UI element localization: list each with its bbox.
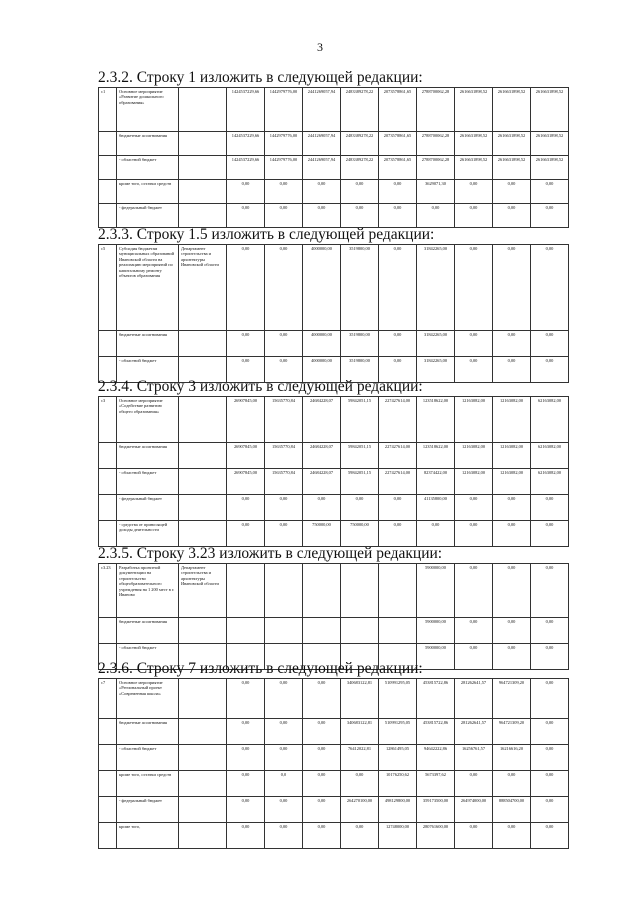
amount-cell: 76412022,81 <box>341 745 379 771</box>
budget-table <box>98 678 569 849</box>
row-name: кроме того, остатки средств <box>117 180 179 204</box>
table-row <box>99 823 569 849</box>
section-title: 2.3.6. Строку 7 изложить в следующей редакции: <box>98 660 423 677</box>
table-row <box>99 469 569 495</box>
amount-cell: 0,00 <box>303 745 341 771</box>
amount-cell: 0,00 <box>531 564 569 618</box>
amount-cell: 0,00 <box>493 618 531 644</box>
row-name: - областной бюджет <box>117 357 179 383</box>
amount-cell: 0,00 <box>493 180 531 204</box>
budget-table <box>98 87 569 228</box>
table-row <box>99 156 569 180</box>
amount-cell: 0,00 <box>531 245 569 331</box>
amount-cell: 0,00 <box>493 644 531 670</box>
row-executor <box>179 397 227 443</box>
table-row <box>99 397 569 443</box>
amount-cell: 1442979776,00 <box>265 88 303 132</box>
section-1 <box>98 69 568 228</box>
table-row <box>99 564 569 618</box>
amount-cell: 0,00 <box>341 823 379 849</box>
row-code <box>99 745 117 771</box>
amount-cell: 41135800,00 <box>417 495 455 521</box>
row-name: - областной бюджет <box>117 469 179 495</box>
amount-cell: 26907845,00 <box>227 397 265 443</box>
amount-cell: 0,00 <box>303 797 341 823</box>
row-executor <box>179 156 227 180</box>
amount-cell: 227427614,00 <box>379 469 417 495</box>
amount-cell <box>341 618 379 644</box>
row-code <box>99 469 117 495</box>
table-row <box>99 245 569 331</box>
amount-cell <box>265 564 303 618</box>
amount-cell: 2616631898,52 <box>455 156 493 180</box>
amount-cell: 2788700062,28 <box>417 132 455 156</box>
amount-cell: 0,00 <box>531 679 569 719</box>
row-executor <box>179 495 227 521</box>
amount-cell: 5900000,00 <box>417 644 455 670</box>
amount-cell: 2483389278,22 <box>341 132 379 156</box>
amount-cell: 0,00 <box>455 521 493 547</box>
row-executor <box>179 469 227 495</box>
row-name: Основное мероприятие «Развитие дошкольного образования» <box>117 88 179 132</box>
amount-cell: 0,00 <box>455 771 493 797</box>
amount-cell: 0,00 <box>417 521 455 547</box>
amount-cell: 359173500,00 <box>417 797 455 823</box>
row-name: бюджетные ассигнования <box>117 618 179 644</box>
row-name: бюджетные ассигнования <box>117 443 179 469</box>
amount-cell: 0,00 <box>265 495 303 521</box>
row-executor: Департамент строительства и архитектуры Ивановской области <box>179 564 227 618</box>
amount-cell: 227427614,00 <box>379 443 417 469</box>
amount-cell: 24684228,07 <box>303 469 341 495</box>
amount-cell: 2616631898,52 <box>493 156 531 180</box>
amount-cell: 453815722,86 <box>417 679 455 719</box>
table-row <box>99 797 569 823</box>
amount-cell: 2483389278,22 <box>341 88 379 132</box>
amount-cell: 1424537229,66 <box>227 132 265 156</box>
amount-cell: 16216616,20 <box>493 745 531 771</box>
amount-cell: 2616631898,52 <box>455 132 493 156</box>
amount-cell: 281262641,57 <box>455 719 493 745</box>
row-executor <box>179 745 227 771</box>
row-code <box>99 204 117 228</box>
amount-cell: 264270100,00 <box>341 797 379 823</box>
amount-cell: 0,00 <box>379 331 417 357</box>
amount-cell: 0,00 <box>455 180 493 204</box>
budget-table <box>98 563 569 670</box>
amount-cell <box>265 618 303 644</box>
section-title: 2.3.4. Строку 3 изложить в следующей редакции: <box>98 378 423 395</box>
row-name: кроме того, <box>117 823 179 849</box>
amount-cell: 0,00 <box>531 204 569 228</box>
amount-cell: 0,00 <box>265 204 303 228</box>
amount-cell: 1442979776,00 <box>265 132 303 156</box>
amount-cell: 12748000,00 <box>379 823 417 849</box>
row-executor <box>179 719 227 745</box>
amount-cell: 964721309,20 <box>493 679 531 719</box>
amount-cell: 0,00 <box>531 331 569 357</box>
budget-table <box>98 244 569 383</box>
amount-cell: 0,00 <box>265 679 303 719</box>
row-name: кроме того, остатки средств <box>117 771 179 797</box>
amount-cell: 0,00 <box>303 719 341 745</box>
row-name: бюджетные ассигнования <box>117 132 179 156</box>
amount-cell: 750000,00 <box>303 521 341 547</box>
amount-cell: 10176250,62 <box>379 771 417 797</box>
amount-cell: 26907845,00 <box>227 469 265 495</box>
row-code <box>99 521 117 547</box>
table-row <box>99 443 569 469</box>
amount-cell: 0,00 <box>265 823 303 849</box>
amount-cell: 0,00 <box>493 823 531 849</box>
amount-cell: 0,00 <box>265 245 303 331</box>
amount-cell: 0,00 <box>341 204 379 228</box>
amount-cell: 5673397,62 <box>417 771 455 797</box>
row-executor <box>179 679 227 719</box>
amount-cell: 0,00 <box>455 495 493 521</box>
amount-cell: 0,00 <box>227 204 265 228</box>
amount-cell: 12163082,00 <box>493 397 531 443</box>
amount-cell: 2441269057,94 <box>303 88 341 132</box>
amount-cell: 498129800,00 <box>379 797 417 823</box>
row-code: с3 <box>99 397 117 443</box>
amount-cell: 2073578861,65 <box>379 88 417 132</box>
page-number: 3 <box>317 40 323 54</box>
row-code <box>99 823 117 849</box>
amount-cell: 0,00 <box>265 357 303 383</box>
amount-cell: 750000,00 <box>341 521 379 547</box>
amount-cell: 0,00 <box>493 204 531 228</box>
amount-cell: 453815722,86 <box>417 719 455 745</box>
row-executor <box>179 771 227 797</box>
row-name: - федеральный бюджет <box>117 204 179 228</box>
amount-cell: 62163082,00 <box>531 469 569 495</box>
table-row <box>99 745 569 771</box>
table-row <box>99 204 569 228</box>
row-code: с1 <box>99 88 117 132</box>
amount-cell: 0,00 <box>531 771 569 797</box>
row-code: с3.23 <box>99 564 117 618</box>
row-name: - федеральный бюджет <box>117 495 179 521</box>
amount-cell: 2788700062,28 <box>417 156 455 180</box>
amount-cell: 2616631898,52 <box>531 156 569 180</box>
amount-cell: 0,00 <box>379 521 417 547</box>
amount-cell: 0,00 <box>265 331 303 357</box>
amount-cell: 0,00 <box>493 521 531 547</box>
amount-cell: 12163082,00 <box>455 397 493 443</box>
amount-cell: 0,00 <box>265 719 303 745</box>
row-name: Основное мероприятие «Региональный проект «Современная школа» <box>117 679 179 719</box>
amount-cell: 0,00 <box>493 771 531 797</box>
amount-cell <box>341 564 379 618</box>
row-executor <box>179 180 227 204</box>
amount-cell: 2441269057,94 <box>303 132 341 156</box>
section-4 <box>98 545 568 670</box>
amount-cell: 3519800,00 <box>341 357 379 383</box>
row-executor: Департамент строительства и архитектуры Ивановской области <box>179 245 227 331</box>
amount-cell: 0,00 <box>227 771 265 797</box>
amount-cell: 0,00 <box>455 618 493 644</box>
amount-cell: 0,00 <box>227 245 265 331</box>
row-code: с7 <box>99 679 117 719</box>
amount-cell: 0,00 <box>531 618 569 644</box>
amount-cell: 0,00 <box>227 495 265 521</box>
row-executor <box>179 618 227 644</box>
amount-cell <box>227 618 265 644</box>
amount-cell: 3519800,00 <box>341 245 379 331</box>
amount-cell: 0,00 <box>455 823 493 849</box>
amount-cell: 0,00 <box>227 679 265 719</box>
section-3 <box>98 378 568 547</box>
amount-cell: 0,00 <box>417 204 455 228</box>
amount-cell: 0,00 <box>379 357 417 383</box>
amount-cell: 281262641,57 <box>455 679 493 719</box>
row-name: бюджетные ассигнования <box>117 331 179 357</box>
amount-cell: 0,00 <box>455 564 493 618</box>
table-row <box>99 771 569 797</box>
amount-cell <box>227 564 265 618</box>
row-executor <box>179 823 227 849</box>
row-name: - областной бюджет <box>117 745 179 771</box>
section-title: 2.3.3. Строку 1.5 изложить в следующей редакции: <box>98 226 435 243</box>
amount-cell: 0,00 <box>227 719 265 745</box>
amount-cell: 0,00 <box>379 204 417 228</box>
amount-cell: 0,00 <box>455 644 493 670</box>
amount-cell: 0,00 <box>531 797 569 823</box>
amount-cell: 3519800,00 <box>341 331 379 357</box>
amount-cell: 0,00 <box>531 357 569 383</box>
amount-cell: 0,00 <box>455 357 493 383</box>
row-name: - областной бюджет <box>117 156 179 180</box>
amount-cell: 0,00 <box>341 771 379 797</box>
amount-cell: 0,00 <box>455 331 493 357</box>
row-name: Разработка проектной документации на строительство общеобразовательного учреждения на 1 200 мест в г. Иваново <box>117 564 179 618</box>
amount-cell: 0,00 <box>493 564 531 618</box>
row-code <box>99 331 117 357</box>
amount-cell: 0,0 <box>265 771 303 797</box>
amount-cell: 1424537229,66 <box>227 88 265 132</box>
amount-cell: 123518622,00 <box>417 443 455 469</box>
amount-cell: 2616631898,52 <box>493 132 531 156</box>
amount-cell: 0,00 <box>227 331 265 357</box>
amount-cell: 2616631898,52 <box>493 88 531 132</box>
row-name: Основное мероприятие «Содействие развитию общего образования» <box>117 397 179 443</box>
amount-cell: 16256761,57 <box>455 745 493 771</box>
amount-cell <box>303 564 341 618</box>
section-2 <box>98 226 568 383</box>
amount-cell: 0,00 <box>493 357 531 383</box>
budget-table <box>98 396 569 547</box>
table-row <box>99 719 569 745</box>
amount-cell: 15635770,84 <box>265 397 303 443</box>
amount-cell: 340683122,81 <box>341 719 379 745</box>
amount-cell: 0,00 <box>493 245 531 331</box>
amount-cell: 0,00 <box>531 180 569 204</box>
amount-cell: 2483389278,22 <box>341 156 379 180</box>
amount-cell: 510991295,05 <box>379 679 417 719</box>
row-code <box>99 618 117 644</box>
amount-cell: 964721309,20 <box>493 719 531 745</box>
amount-cell: 5900000,00 <box>417 618 455 644</box>
table-row <box>99 679 569 719</box>
amount-cell: 82374422,00 <box>417 469 455 495</box>
amount-cell <box>379 618 417 644</box>
row-executor <box>179 132 227 156</box>
amount-cell: 510991295,05 <box>379 719 417 745</box>
amount-cell: 340683122,81 <box>341 679 379 719</box>
row-name: - средства от приносящей доходы деятельности <box>117 521 179 547</box>
amount-cell: 0,00 <box>531 719 569 745</box>
amount-cell: 0,00 <box>531 495 569 521</box>
amount-cell: 12163082,00 <box>455 469 493 495</box>
amount-cell: 59842051,15 <box>341 469 379 495</box>
row-name: - федеральный бюджет <box>117 797 179 823</box>
amount-cell: 1442979776,00 <box>265 156 303 180</box>
amount-cell: 5900000,00 <box>417 564 455 618</box>
row-executor <box>179 797 227 823</box>
amount-cell: 0,00 <box>379 245 417 331</box>
amount-cell: 0,00 <box>265 521 303 547</box>
amount-cell: 0,00 <box>265 180 303 204</box>
amount-cell: 59842051,15 <box>341 443 379 469</box>
row-executor <box>179 204 227 228</box>
row-code <box>99 180 117 204</box>
amount-cell: 0,00 <box>303 180 341 204</box>
table-row <box>99 132 569 156</box>
amount-cell: 2616631898,52 <box>531 88 569 132</box>
amount-cell: 123518622,00 <box>417 397 455 443</box>
amount-cell: 0,00 <box>531 521 569 547</box>
row-name: бюджетные ассигнования <box>117 719 179 745</box>
amount-cell: 31842265,00 <box>417 357 455 383</box>
row-executor <box>179 443 227 469</box>
row-executor <box>179 521 227 547</box>
row-code <box>99 719 117 745</box>
amount-cell: 280761600,00 <box>417 823 455 849</box>
amount-cell: 0,00 <box>341 495 379 521</box>
amount-cell: 0,00 <box>227 357 265 383</box>
amount-cell: 0,00 <box>493 495 531 521</box>
amount-cell: 12861495,05 <box>379 745 417 771</box>
amount-cell: 888504700,00 <box>493 797 531 823</box>
amount-cell: 0,00 <box>265 797 303 823</box>
amount-cell: 4000000,00 <box>303 331 341 357</box>
amount-cell: 0,00 <box>531 823 569 849</box>
amount-cell: 2073578861,65 <box>379 156 417 180</box>
amount-cell: 62163082,00 <box>531 443 569 469</box>
amount-cell: 12163082,00 <box>493 443 531 469</box>
amount-cell: 4000000,00 <box>303 357 341 383</box>
amount-cell: 0,00 <box>493 331 531 357</box>
amount-cell: 4000000,00 <box>303 245 341 331</box>
amount-cell: 94642222,86 <box>417 745 455 771</box>
amount-cell <box>303 618 341 644</box>
amount-cell: 15635770,84 <box>265 443 303 469</box>
row-code <box>99 132 117 156</box>
row-code <box>99 495 117 521</box>
row-executor <box>179 88 227 132</box>
row-name: Субсидия бюджетам муниципальных образований Ивановской области на реализацию мероприятий по капитальному ремонту объектов образования <box>117 245 179 331</box>
amount-cell: 0,00 <box>227 521 265 547</box>
amount-cell: 12163082,00 <box>455 443 493 469</box>
amount-cell: 0,00 <box>303 771 341 797</box>
row-code: с5 <box>99 245 117 331</box>
amount-cell: 2788700062,28 <box>417 88 455 132</box>
row-code <box>99 771 117 797</box>
amount-cell: 0,00 <box>531 745 569 771</box>
amount-cell: 0,00 <box>303 823 341 849</box>
amount-cell: 3629071,30 <box>417 180 455 204</box>
section-5 <box>98 660 568 849</box>
table-row <box>99 331 569 357</box>
amount-cell: 26907845,00 <box>227 443 265 469</box>
amount-cell: 0,00 <box>531 644 569 670</box>
amount-cell: 264974000,00 <box>455 797 493 823</box>
table-row <box>99 521 569 547</box>
amount-cell: 0,00 <box>303 679 341 719</box>
amount-cell: 59842051,15 <box>341 397 379 443</box>
row-executor <box>179 331 227 357</box>
table-row <box>99 618 569 644</box>
amount-cell: 24684228,07 <box>303 443 341 469</box>
amount-cell <box>379 564 417 618</box>
amount-cell: 0,00 <box>227 797 265 823</box>
row-code <box>99 156 117 180</box>
section-title: 2.3.2. Строку 1 изложить в следующей редакции: <box>98 69 423 86</box>
amount-cell: 0,00 <box>379 495 417 521</box>
amount-cell: 2441269057,94 <box>303 156 341 180</box>
amount-cell: 0,00 <box>303 495 341 521</box>
amount-cell: 0,00 <box>379 180 417 204</box>
table-row <box>99 180 569 204</box>
table-row <box>99 88 569 132</box>
amount-cell: 0,00 <box>455 204 493 228</box>
amount-cell: 0,00 <box>455 245 493 331</box>
amount-cell: 2616631898,52 <box>531 132 569 156</box>
amount-cell: 24684228,07 <box>303 397 341 443</box>
section-title: 2.3.5. Строку 3.23 изложить в следующей редакции: <box>98 545 443 562</box>
table-row <box>99 495 569 521</box>
amount-cell: 0,00 <box>265 745 303 771</box>
amount-cell: 227427614,00 <box>379 397 417 443</box>
amount-cell: 2616631898,52 <box>455 88 493 132</box>
amount-cell: 31842265,00 <box>417 331 455 357</box>
amount-cell: 0,00 <box>303 204 341 228</box>
amount-cell: 0,00 <box>227 180 265 204</box>
amount-cell: 15635770,84 <box>265 469 303 495</box>
amount-cell: 62163082,00 <box>531 397 569 443</box>
amount-cell: 0,00 <box>341 180 379 204</box>
amount-cell: 0,00 <box>227 745 265 771</box>
amount-cell: 31842265,00 <box>417 245 455 331</box>
amount-cell: 0,00 <box>227 823 265 849</box>
row-name: - областной бюджет <box>117 644 179 670</box>
row-code <box>99 443 117 469</box>
amount-cell: 12163082,00 <box>493 469 531 495</box>
amount-cell: 2073578861,65 <box>379 132 417 156</box>
amount-cell: 1424537229,66 <box>227 156 265 180</box>
row-code <box>99 797 117 823</box>
